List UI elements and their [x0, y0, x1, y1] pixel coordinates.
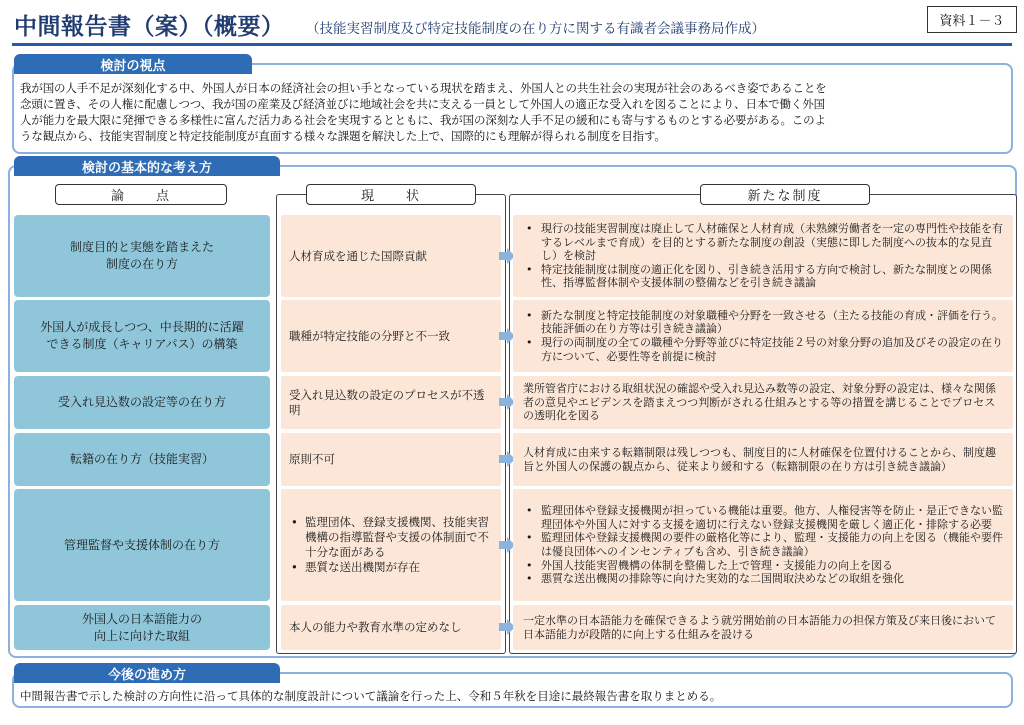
next-steps-text: 中間報告書で示した検討の方向性に沿って具体的な制度設計について議論を行った上、令和５年秋を目途に最終報告書を取りまとめる。: [20, 689, 722, 703]
current-cell: 受入れ見込数の設定のプロセスが不透明: [281, 376, 501, 429]
list-item: • 監理団体、登録支援機関、技能実習機構の指導監督や支援の体制面で不十分な面がある: [289, 515, 493, 560]
viewpoint-heading: 検討の視点: [14, 54, 252, 74]
list-item: • 現行の両制度の全ての職種や分野等並びに特定技能２号の対象分野の追加及びその設定の在り方について、必要性等を前提に検討: [523, 336, 1005, 363]
viewpoint-line: 我が国の人手不足が深刻化する中、外国人が日本の経済社会の担い手となっている現状を踏まえ、外国人との共生社会の実現が社会のあるべき姿であることを: [20, 81, 827, 95]
page-subtitle: （技能実習制度及び特定技能制度の在り方に関する有識者会議事務局作成）: [306, 21, 765, 37]
current-cell: 原則不可: [281, 433, 501, 486]
current-cell: [281, 489, 501, 601]
new-system-cell: [513, 300, 1013, 372]
list-item: • 悪質な送出機関の排除等に向けた実効的な二国間取決めなどの取組を強化: [523, 572, 1005, 586]
viewpoint-line: 人が能力を最大限に発揮できる多様性に富んだ活力ある社会を実現するとともに、我が国の深刻な人手不足の緩和にも寄与するものとする必要がある。このよ: [20, 113, 826, 127]
list-item: • 現行の技能実習制度は廃止して人材確保と人材育成（未熟練労働者を一定の専門性や技能を有するレベルまで育成）を目的とする新たな制度の創設（実態に即した制度への抜本的な見直し）を検討: [523, 222, 1005, 263]
viewpoint-line: うな観点から、技能実習制度と特定技能制度が直面する様々な課題を解決した上で、国際的にも理解が得られる制度を目指す。: [20, 129, 666, 143]
viewpoint-line: 念頭に置き、その人権に配慮しつつ、我が国の産業及び経済並びに地域社会を共に支える一員として外国人の適正な受入れを図ることにより、日本で働く外国: [20, 97, 825, 111]
current-cell: 職種が特定技能の分野と不一致: [281, 300, 501, 372]
issue-cell: 転籍の在り方（技能実習）: [14, 433, 270, 486]
page-title: 中間報告書（案）（概要）: [14, 14, 285, 40]
new-system-cell: 一定水準の日本語能力を確保できるよう就労開始前の日本語能力の担保方策及び来日後において日本語能力が段階的に向上する仕組みを設ける: [513, 605, 1013, 650]
current-cell: 本人の能力や教育水準の定めなし: [281, 605, 501, 650]
list-item: • 外国人技能実習機構の体制を整備した上で管理・支援能力の向上を図る: [523, 559, 1005, 573]
list-item: • 特定技能制度は制度の適正化を図り、引き続き活用する方向で検討し、新たな制度との関係性、指導監督体制や支援体制の整備などを引き続き議論: [523, 263, 1005, 290]
new-system-column-header: 新たな制度: [700, 184, 870, 205]
issue-cell: 外国人が成長しつつ、中長期的に活躍 できる制度（キャリアパス）の構築: [14, 300, 270, 372]
list-item: • 悪質な送出機関が存在: [289, 560, 493, 575]
issue-cell: 制度目的と実態を踏まえた 制度の在り方: [14, 215, 270, 297]
issue-column-header: 論 点: [55, 184, 227, 205]
document-number-badge: 資料１－３: [927, 6, 1017, 33]
issue-cell: 管理監督や支援体制の在り方: [14, 489, 270, 601]
new-system-cell: [513, 215, 1013, 297]
basic-approach-heading: 検討の基本的な考え方: [14, 156, 280, 176]
list-item: • 監理団体や登録支援機関の要件の厳格化等により、監理・支援能力の向上を図る（機能や要件は優良団体へのインセンティブも含め、引き続き議論）: [523, 531, 1005, 558]
issue-cell: 外国人の日本語能力の 向上に向けた取組: [14, 605, 270, 650]
list-item: • 監理団体や登録支援機関が担っている機能は重要。他方、人権侵害等を防止・是正できない監理団体や外国人に対する支援を適切に行えない登録支援機関を厳しく適正化・排除する必要: [523, 504, 1005, 531]
title-divider: [12, 43, 1012, 46]
new-system-cell: 人材育成に由来する転籍制限は残しつつも、制度目的に人材確保を位置付けることから、制度趣旨と外国人の保護の観点から、従来より緩和する（転籍制限の在り方は引き続き議論）: [513, 433, 1013, 486]
current-column-header: 現 状: [306, 184, 476, 205]
new-system-cell: 業所管省庁における取組状況の確認や受入れ見込み数等の設定、対象分野の設定は、様々な関係者の意見やエビデンスを踏まえつつ判断がされる仕組みとする等の措置を講じることでプロセスの透明化を図る: [513, 376, 1013, 429]
list-item: • 新たな制度と特定技能制度の対象職種や分野を一致させる（主たる技能の育成・評価を行う。技能評価の在り方等は引き続き議論）: [523, 309, 1005, 336]
issue-cell: 受入れ見込数の設定等の在り方: [14, 376, 270, 429]
current-cell: 人材育成を通じた国際貢献: [281, 215, 501, 297]
next-steps-heading: 今後の進め方: [14, 663, 280, 683]
new-system-cell: [513, 489, 1013, 601]
